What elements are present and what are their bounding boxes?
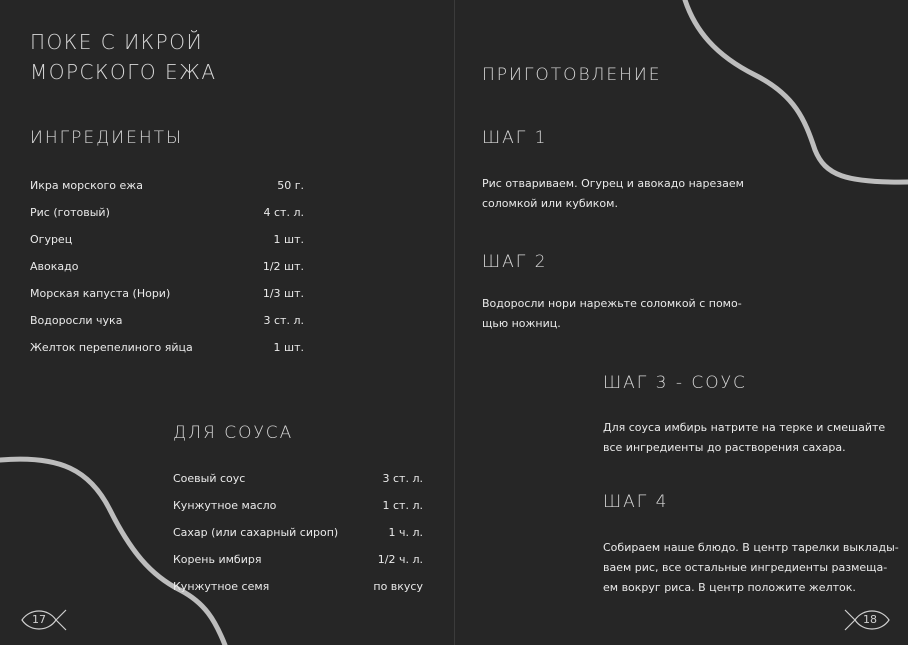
right-page (455, 0, 908, 645)
sauce-ingredient-qty: 3 ст. л. (382, 472, 423, 485)
sauce-heading: ДЛЯ СОУСА (173, 423, 294, 443)
sauce-ingredient-name: Соевый соус (173, 472, 246, 485)
step-text-line: ем вокруг риса. В центр положите желток. (603, 581, 856, 594)
ingredient-name: Морская капуста (Нори) (30, 287, 171, 300)
step-title: ШАГ 2 (482, 252, 548, 272)
sauce-ingredient-qty: 1 ч. л. (388, 526, 423, 539)
step-title: ШАГ 3 - СОУС (603, 373, 747, 393)
step-text-line: соломкой или кубиком. (482, 197, 618, 210)
ingredient-qty: 1/3 шт. (262, 287, 304, 300)
page-number: 18 (863, 613, 877, 626)
sauce-ingredient-name: Корень имбиря (173, 553, 262, 566)
sauce-ingredient-name: Кунжутное масло (173, 499, 277, 512)
sauce-ingredient-name: Сахар (или сахарный сироп) (173, 526, 339, 539)
recipe-title-line1: ПОКЕ С ИКРОЙ (30, 30, 204, 54)
step-text-line: Собираем наше блюдо. В центр тарелки выклады- (603, 541, 899, 554)
step-title: ШАГ 4 (603, 492, 669, 512)
ingredient-qty: 1/2 шт. (262, 260, 304, 273)
ingredient-name: Икра морского ежа (30, 179, 143, 192)
sauce-ingredient-qty: 1/2 ч. л. (377, 553, 423, 566)
sauce-ingredient-qty: 1 ст. л. (382, 499, 423, 512)
ingredient-qty: 4 ст. л. (263, 206, 304, 219)
ingredient-qty: 1 шт. (273, 341, 304, 354)
step-text-line: щью ножниц. (482, 317, 561, 330)
ingredient-qty: 50 г. (277, 179, 304, 192)
ingredient-name: Огурец (30, 233, 73, 246)
sauce-ingredient-qty: по вкусу (373, 580, 423, 593)
ingredient-qty: 3 ст. л. (263, 314, 304, 327)
step-text-line: все ингредиенты до растворения сахара. (603, 441, 846, 454)
ingredient-qty: 1 шт. (273, 233, 304, 246)
step-text-line: Для соуса имбирь натрите на терке и смешайте (603, 421, 886, 434)
recipe-title-line2: МОРСКОГО ЕЖА (30, 60, 217, 84)
step-text-line: ваем рис, все остальные ингредиенты размеща- (603, 561, 888, 574)
page-number: 17 (32, 613, 46, 626)
step-text (482, 294, 742, 334)
sauce-ingredient-name: Кунжутное семя (173, 580, 270, 593)
ingredient-name: Желток перепелиного яйца (30, 341, 193, 354)
ingredients-heading: ИНГРЕДИЕНТЫ (30, 128, 184, 148)
ingredient-name: Авокадо (30, 260, 79, 273)
step-text-line: Рис отвариваем. Огурец и авокадо нарезаем (482, 177, 744, 190)
ingredient-name: Рис (готовый) (30, 206, 110, 219)
step-title: ШАГ 1 (482, 128, 548, 148)
ingredient-name: Водоросли чука (30, 314, 123, 327)
step-text (482, 174, 744, 214)
step-text (603, 418, 885, 458)
step-text-line: Водоросли нори нарежьте соломкой с помо- (482, 297, 742, 310)
recipe-title (30, 27, 217, 87)
step-text (603, 538, 899, 598)
preparation-heading: ПРИГОТОВЛЕНИЕ (482, 65, 662, 85)
